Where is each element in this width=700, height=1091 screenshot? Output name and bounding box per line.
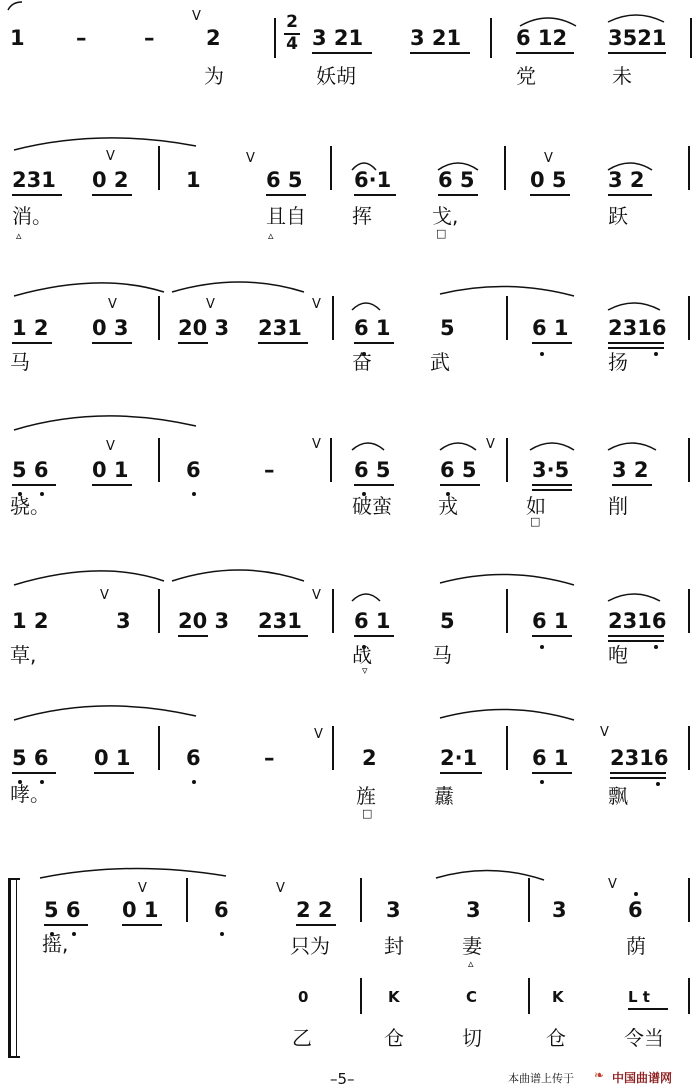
- source-credit: 本曲谱上传于: [508, 1072, 574, 1085]
- note-group: 6 1: [532, 746, 569, 770]
- breath-mark: V: [192, 9, 201, 24]
- underline: [532, 342, 572, 344]
- note-group: 231: [12, 168, 56, 192]
- lyric: 党: [516, 64, 536, 88]
- barline: [688, 438, 690, 482]
- underline: [532, 772, 572, 774]
- underline: [44, 924, 88, 926]
- barline: [158, 589, 160, 633]
- note-group: 1: [10, 26, 25, 50]
- barline: [506, 589, 508, 633]
- lyric: 荫: [626, 934, 646, 958]
- note-group: 3: [116, 609, 131, 633]
- lyric: 哮。: [10, 782, 50, 806]
- breath-mark: V: [600, 725, 609, 740]
- underline: [532, 635, 572, 637]
- octave-dot: [540, 645, 544, 649]
- barline: [360, 978, 362, 1014]
- lyric: 如: [526, 494, 546, 518]
- note-group: 5 6: [12, 746, 49, 770]
- accent-mark: ▵: [468, 957, 474, 970]
- box-mark: □: [530, 515, 541, 528]
- octave-dot: [654, 352, 658, 356]
- barline: [688, 978, 690, 1014]
- percussion-note: 0: [298, 988, 309, 1006]
- octave-dot: [656, 782, 660, 786]
- lyric: 削: [608, 494, 628, 518]
- barline: [690, 18, 692, 58]
- breath-mark: V: [486, 437, 495, 452]
- slur-marks: [0, 0, 700, 120]
- note-group: 231: [258, 609, 302, 633]
- barline: [330, 146, 332, 190]
- underline: [438, 194, 478, 196]
- octave-dot: [540, 352, 544, 356]
- breath-mark: V: [138, 881, 147, 896]
- note-group: 1: [186, 168, 201, 192]
- barline: [688, 296, 690, 340]
- barline: [330, 438, 332, 482]
- time-signature-top: 2: [286, 12, 298, 32]
- breath-mark: V: [246, 151, 255, 166]
- score-system-1: [0, 0, 700, 120]
- underline: [628, 1008, 668, 1010]
- time-signature-bottom: 4: [286, 34, 298, 54]
- underline: [122, 924, 162, 926]
- score-system-5: [0, 545, 700, 675]
- barline: [332, 589, 334, 633]
- note-group: 6 12: [516, 26, 568, 50]
- note-group: 1 2: [12, 316, 49, 340]
- note-group: 3521: [608, 26, 667, 50]
- octave-dot: [654, 645, 658, 649]
- note-group: 5 6: [12, 458, 49, 482]
- underline: [296, 924, 336, 926]
- lyric: 戈,: [432, 204, 459, 228]
- note-group: 6 1: [532, 316, 569, 340]
- underline: [608, 342, 664, 344]
- barline: [332, 296, 334, 340]
- note-group: 2316: [608, 316, 667, 340]
- lyric: 妖胡: [316, 64, 356, 88]
- octave-dot: [192, 492, 196, 496]
- lyric: 飘: [608, 784, 628, 808]
- barline: [158, 438, 160, 482]
- lyric: 且自: [266, 204, 306, 228]
- barline: [158, 296, 160, 340]
- percussion-word: 令当: [624, 1026, 664, 1050]
- note-group: 3 2: [612, 458, 649, 482]
- underline: [178, 342, 208, 344]
- underline: [266, 194, 306, 196]
- breath-mark: V: [314, 727, 323, 742]
- note-group: 6 5: [354, 458, 391, 482]
- underline: [354, 635, 394, 637]
- underline: [354, 342, 394, 344]
- note-group: 2: [206, 26, 221, 50]
- underline: [312, 52, 372, 54]
- percussion-word: 仓: [546, 1026, 566, 1050]
- underline: [608, 194, 652, 196]
- page-number: –5–: [330, 1070, 355, 1088]
- lyric: 扬: [608, 350, 628, 374]
- percussion-word: 乙: [292, 1026, 312, 1050]
- octave-dot: [220, 932, 224, 936]
- lyric: 妻: [462, 934, 482, 958]
- lyric: 为: [204, 64, 224, 88]
- breath-mark: V: [312, 588, 321, 603]
- lyric: 未: [612, 64, 632, 88]
- percussion-note: K: [552, 988, 564, 1006]
- site-logo-text: 中国曲谱网: [612, 1071, 673, 1085]
- note-group: 3: [552, 898, 567, 922]
- note-group: 6: [186, 458, 201, 482]
- barline: [506, 438, 508, 482]
- breath-mark: V: [312, 437, 321, 452]
- breath-mark: V: [312, 297, 321, 312]
- underline: [92, 342, 132, 344]
- underline: [410, 52, 470, 54]
- breath-mark: V: [608, 877, 617, 892]
- barline: [158, 726, 160, 770]
- lyric: 只为: [290, 934, 330, 958]
- underline: [354, 194, 396, 196]
- underline: [440, 772, 482, 774]
- barline: [490, 18, 492, 58]
- octave-dot: [72, 932, 76, 936]
- note-group: 5: [440, 316, 455, 340]
- underline: [92, 484, 132, 486]
- underline: [608, 52, 666, 54]
- score-system-6: [0, 680, 700, 850]
- breath-mark: V: [106, 149, 115, 164]
- barline: [528, 878, 530, 922]
- underline: [610, 772, 666, 774]
- note-group: 2316: [610, 746, 669, 770]
- barline: [688, 726, 690, 770]
- underline: [532, 489, 572, 491]
- lyric: 摇,: [42, 932, 69, 956]
- note-group: 0 1: [122, 898, 159, 922]
- note-dash: –: [264, 458, 275, 482]
- barline: [506, 296, 508, 340]
- lyric: 咆: [608, 643, 628, 667]
- box-mark: □: [436, 227, 447, 240]
- slur-marks: [0, 858, 700, 1058]
- underline: [178, 635, 208, 637]
- barline: [506, 726, 508, 770]
- note-group: 2·1: [440, 746, 478, 770]
- note-group: 0 1: [94, 746, 131, 770]
- barline: [360, 878, 362, 922]
- barline: [504, 146, 506, 190]
- lyric: 草,: [10, 643, 37, 667]
- barline: [528, 978, 530, 1014]
- note-group: 3 21: [312, 26, 364, 50]
- note-group: 20 3: [178, 316, 230, 340]
- score-system-4: [0, 400, 700, 530]
- note-group: 6 1: [354, 609, 391, 633]
- note-group: 3 21: [410, 26, 462, 50]
- note-group: 6 5: [266, 168, 303, 192]
- percussion-word: 切: [462, 1026, 482, 1050]
- note-group: 3: [386, 898, 401, 922]
- breath-mark: V: [544, 151, 553, 166]
- score-system-2: [0, 130, 700, 260]
- box-mark: □: [362, 807, 373, 820]
- note-group: 5 6: [44, 898, 81, 922]
- note-group: 1 2: [12, 609, 49, 633]
- note-dash: –: [264, 746, 275, 770]
- breath-mark: V: [100, 588, 109, 603]
- breath-mark: V: [108, 297, 117, 312]
- slur-marks: [0, 545, 700, 675]
- note-group: 2316: [608, 609, 667, 633]
- lyric: 旌: [356, 784, 376, 808]
- underline: [258, 342, 308, 344]
- percussion-note: K: [388, 988, 400, 1006]
- percussion-note: L t: [628, 988, 650, 1006]
- underline: [610, 777, 666, 779]
- breath-mark: V: [106, 439, 115, 454]
- underline: [94, 772, 134, 774]
- lyric: 跃: [608, 204, 628, 228]
- octave-dot: [540, 780, 544, 784]
- barline: [332, 726, 334, 770]
- underline: [12, 484, 56, 486]
- barline: [158, 146, 160, 190]
- note-dash: –: [144, 26, 155, 50]
- underline: [612, 484, 652, 486]
- underline: [608, 347, 664, 349]
- underline: [12, 772, 56, 774]
- underline: [12, 342, 52, 344]
- note-group: 5: [440, 609, 455, 633]
- barline: [186, 878, 188, 922]
- score-system-7: [0, 858, 700, 1058]
- lyric: 武: [430, 350, 450, 374]
- note-group: 6 5: [440, 458, 477, 482]
- site-logo-icon: ❧: [594, 1068, 605, 1082]
- note-group: 3·5: [532, 458, 570, 482]
- note-group: 2: [362, 746, 377, 770]
- barline: [688, 146, 690, 190]
- underline: [440, 484, 480, 486]
- lyric: 战: [352, 643, 372, 667]
- percussion-word: 仓: [384, 1026, 404, 1050]
- percussion-note: C: [466, 988, 478, 1006]
- lyric: 马: [432, 643, 452, 667]
- barline: [688, 878, 690, 922]
- lyric: 消。: [12, 204, 52, 228]
- underline: [92, 194, 132, 196]
- note-group: 6 1: [532, 609, 569, 633]
- barline: [688, 589, 690, 633]
- underline: [516, 52, 574, 54]
- score-system-3: [0, 270, 700, 390]
- lyric: 纛: [434, 784, 454, 808]
- note-group: 0 1: [92, 458, 129, 482]
- octave-dot-high: [634, 892, 638, 896]
- note-group: 20 3: [178, 609, 230, 633]
- note-group: 6·1: [354, 168, 392, 192]
- breath-mark: V: [276, 881, 285, 896]
- lyric: 破蛮: [352, 494, 392, 518]
- underline: [258, 635, 308, 637]
- underline: [608, 640, 664, 642]
- lyric: 奋: [352, 350, 372, 374]
- note-group: 3: [466, 898, 481, 922]
- breath-mark: V: [206, 297, 215, 312]
- lyric: 戎: [438, 494, 458, 518]
- note-group: 6: [214, 898, 229, 922]
- note-group: 0 5: [530, 168, 567, 192]
- underline: [530, 194, 570, 196]
- note-group: 0 2: [92, 168, 129, 192]
- octave-dot: [192, 780, 196, 784]
- lyric: 封: [384, 934, 404, 958]
- note-group: 231: [258, 316, 302, 340]
- note-group: 6: [186, 746, 201, 770]
- lyric: 马: [10, 350, 30, 374]
- accent-mark: ▵: [268, 229, 274, 242]
- note-group: 6 1: [354, 316, 391, 340]
- underline: [354, 484, 394, 486]
- note-group: 0 3: [92, 316, 129, 340]
- lyric: 挥: [352, 204, 372, 228]
- accent-mark: ▵: [16, 229, 22, 242]
- note-group: 6 5: [438, 168, 475, 192]
- note-dash: –: [76, 26, 87, 50]
- note-group: 2 2: [296, 898, 333, 922]
- underline: [532, 484, 572, 486]
- accent-mark: ▿: [362, 664, 368, 677]
- underline: [608, 635, 664, 637]
- underline: [12, 194, 62, 196]
- lyric: 骁。: [10, 494, 50, 518]
- note-group: 3 2: [608, 168, 645, 192]
- note-group: 6: [628, 898, 643, 922]
- barline: [274, 18, 276, 58]
